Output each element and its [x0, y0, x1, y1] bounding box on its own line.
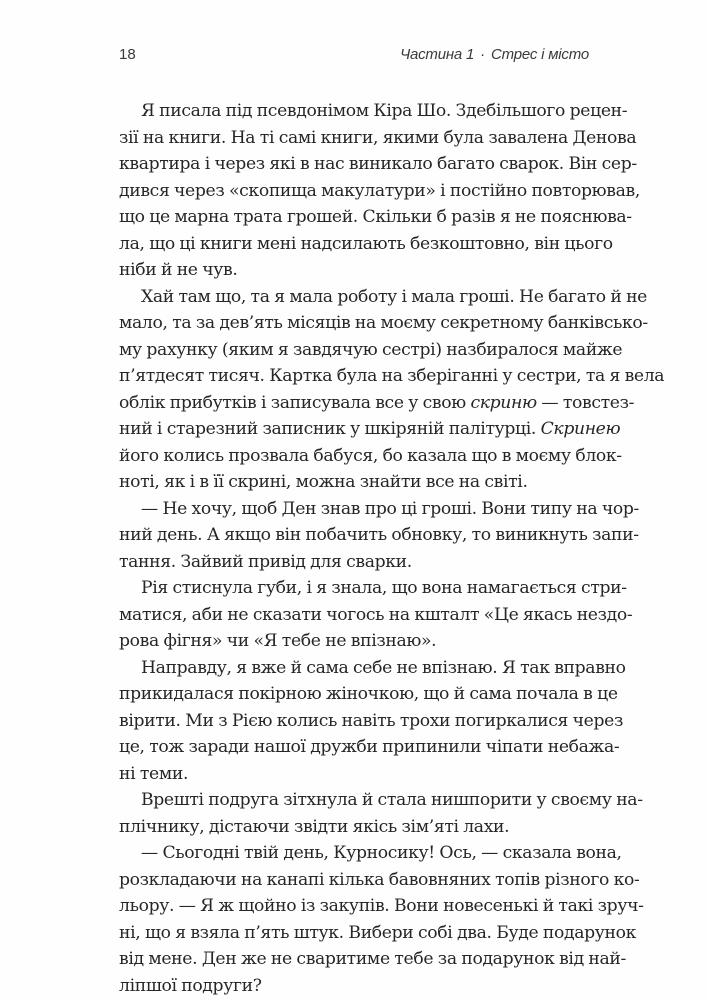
running-head: [400, 46, 589, 63]
text-line: Врешті подруга зітхнула й стала нишпорити у своєму на-: [141, 790, 643, 810]
paragraph: [119, 98, 640, 284]
text-line: ний і старезний записник у шкіряній палітурці. Скринею: [119, 419, 621, 439]
text-line: що це марна трата грошей. Скільки б разів я не пояснюва-: [119, 207, 632, 227]
paragraph: [119, 840, 644, 999]
text-line: зії на книги. На ті самі книги, якими була завалена Денова: [119, 127, 637, 148]
text-line: — Сьогодні твій день, Курносику! Ось, — сказала вона,: [141, 843, 622, 863]
paragraph: [119, 496, 639, 576]
separator: ·: [480, 46, 485, 63]
text-line: ла, що ці книги мені надсилають безкоштовно, він цього: [119, 233, 613, 254]
text-line: льору. — Я ж щойно із закупів. Вони новесенькі й такі зруч-: [119, 896, 644, 916]
text-line: це, тож заради нашої дружби припинили чіпати небажа-: [119, 737, 620, 757]
body-text: [119, 98, 665, 999]
text-line: Хай там що, та я мала роботу і мала гроші. Не багато й не: [141, 286, 647, 307]
italic-word: скриню: [470, 392, 537, 413]
page-number: 18: [119, 46, 136, 63]
part-title: Частина 1: [400, 46, 475, 63]
text-line: ноті, як і в її скрині, можна знайти все на світі.: [119, 472, 528, 492]
text-line: тання. Зайвий привід для сварки.: [119, 551, 412, 572]
paragraph: [119, 284, 665, 496]
text-line: Рія стиснула губи, і я знала, що вона намагається стри-: [141, 578, 627, 598]
text-line: ні, що я взяла п’ять штук. Вибери собі два. Буде подарунок: [119, 922, 637, 943]
text-line: — Не хочу, щоб Ден знав про ці гроші. Вони типу на чор-: [141, 498, 639, 519]
text-line: його колись прозвала бабуся, бо казала що в моєму блок-: [119, 445, 622, 466]
text-line: прикидалася покірною жіночкою, що й сама почала в це: [119, 684, 618, 704]
text-line: плічнику, дістаючи звідти якісь зім’яті лахи.: [119, 816, 510, 837]
text-line: дився через «скопища макулатури» і постійно повторював,: [119, 180, 640, 201]
paragraph: [119, 655, 626, 788]
text-line: від мене. Ден же не сваритиме тебе за подарунок від най-: [119, 949, 626, 969]
text-line: ні теми.: [119, 763, 189, 784]
text-line: рова фігня» чи «Я тебе не впізнаю».: [119, 631, 437, 651]
text-line: Я писала під псевдонімом Кіра Шо. Здебільшого рецен-: [141, 101, 628, 121]
text-line: ніби й не чув.: [119, 260, 238, 280]
text-line: ліпшої подруги?: [119, 975, 262, 996]
text-line: Направду, я вже й сама себе не впізнаю. Я так вправно: [141, 657, 626, 678]
text-line: му рахунку (яким я завдячую сестрі) назбиралося майже: [119, 339, 623, 360]
text-line: вірити. Ми з Рією колись навіть трохи погиркалися через: [119, 710, 623, 731]
text-line: мало, та за дев’ять місяців на моєму секретному банківсько-: [119, 313, 648, 333]
paragraph: [119, 787, 643, 840]
page-header: [119, 46, 589, 70]
text-line: матися, аби не сказати чогось на кшталт «Це якась нездо-: [119, 604, 633, 625]
italic-word: Скринею: [540, 419, 621, 439]
chapter-title: Стрес і місто: [490, 46, 589, 63]
text-line: квартира і через які в нас виникало багато сварок. Він сер-: [119, 154, 637, 174]
paragraph: [119, 575, 633, 655]
text-line: облік прибутків і записувала все у свою скриню — товстез-: [119, 392, 635, 413]
text-line: розкладаючи на канапі кілька бавовняних топів різного ко-: [119, 869, 640, 890]
text-line: п’ятдесят тисяч. Картка була на зберіганні у сестри, та я вела: [119, 366, 665, 386]
text-line: ний день. А якщо він побачить обновку, то виникнуть запи-: [119, 525, 639, 545]
